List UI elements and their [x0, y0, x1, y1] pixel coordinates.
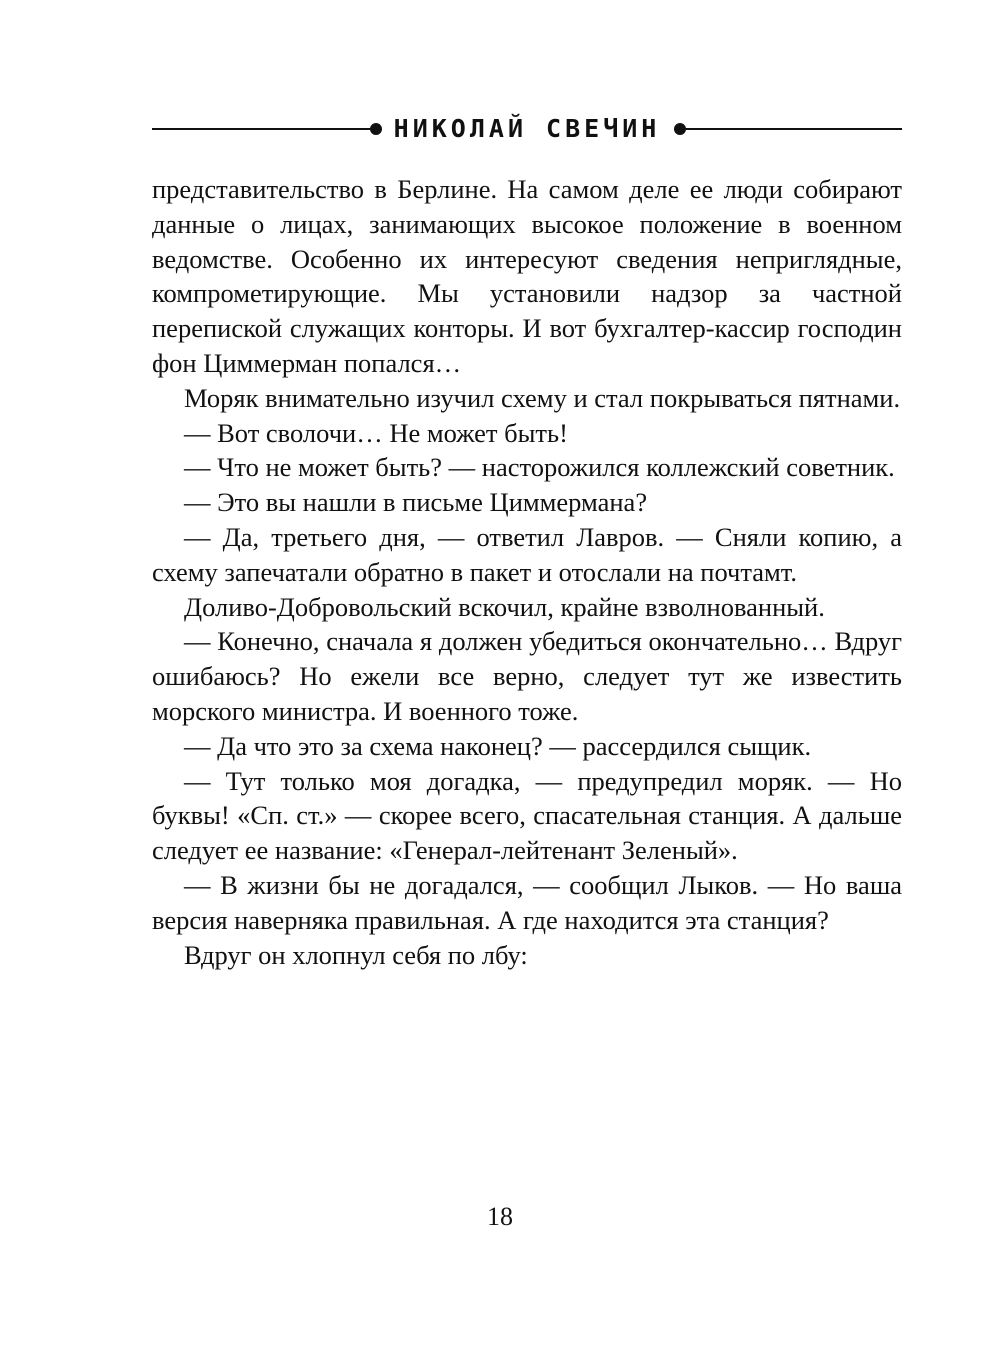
header-rule-right — [682, 128, 902, 130]
paragraph: — Тут только моя догадка, — предупредил моряк. — Но буквы! «Сп. ст.» — скорее всего, спасательная станция. А дальше следует ее название: «Генерал-лейтенант Зеленый». — [152, 765, 902, 866]
paragraph: — Да, третьего дня, — ответил Лавров. — Сняли копию, а схему запечатали обратно в пакет и отослали на почтамт. — [152, 521, 902, 587]
paragraph: — Это вы нашли в письме Циммермана? — [184, 487, 648, 518]
paragraph: Доливо-Добровольский вскочил, крайне взволнованный. — [184, 591, 825, 622]
body-text — [152, 172, 902, 972]
paragraph: — Да что это за схема наконец? — рассердился сыщик. — [184, 730, 812, 761]
paragraph: — В жизни бы не догадался, — сообщил Лыков. — Но ваша версия наверняка правильная. А где находится эта станция? — [152, 869, 902, 935]
paragraph: — Конечно, сначала я должен убедиться окончательно… Вдруг ошибаюсь? Но ежели все верно, следует тут же известить морского министра. И военного тоже. — [152, 626, 902, 726]
page-number: 18 — [487, 1202, 513, 1231]
paragraph: — Вот сволочи… Не может быть! — [184, 417, 568, 448]
paragraph: Моряк внимательно изучил схему и стал покрываться пятнами. — [184, 382, 901, 413]
header-author-title: НИКОЛАЙ СВЕЧИН — [393, 114, 661, 143]
paragraph: Вдруг он хлопнул себя по лбу: — [184, 939, 528, 970]
paragraph: представительство в Берлине. На самом деле ее люди собирают данные о лицах, занимающих высокое положение в военном ведомстве. Особенно их интересуют сведения неприглядные, компрометирующие. Мы установили надзор за частной перепиской служащих конторы. И вот бухгалтер-кассир господин фон Циммерман попался… — [152, 174, 902, 378]
running-header — [152, 110, 902, 150]
paragraph: — Что не может быть? — насторожился коллежский советник. — [184, 452, 895, 483]
